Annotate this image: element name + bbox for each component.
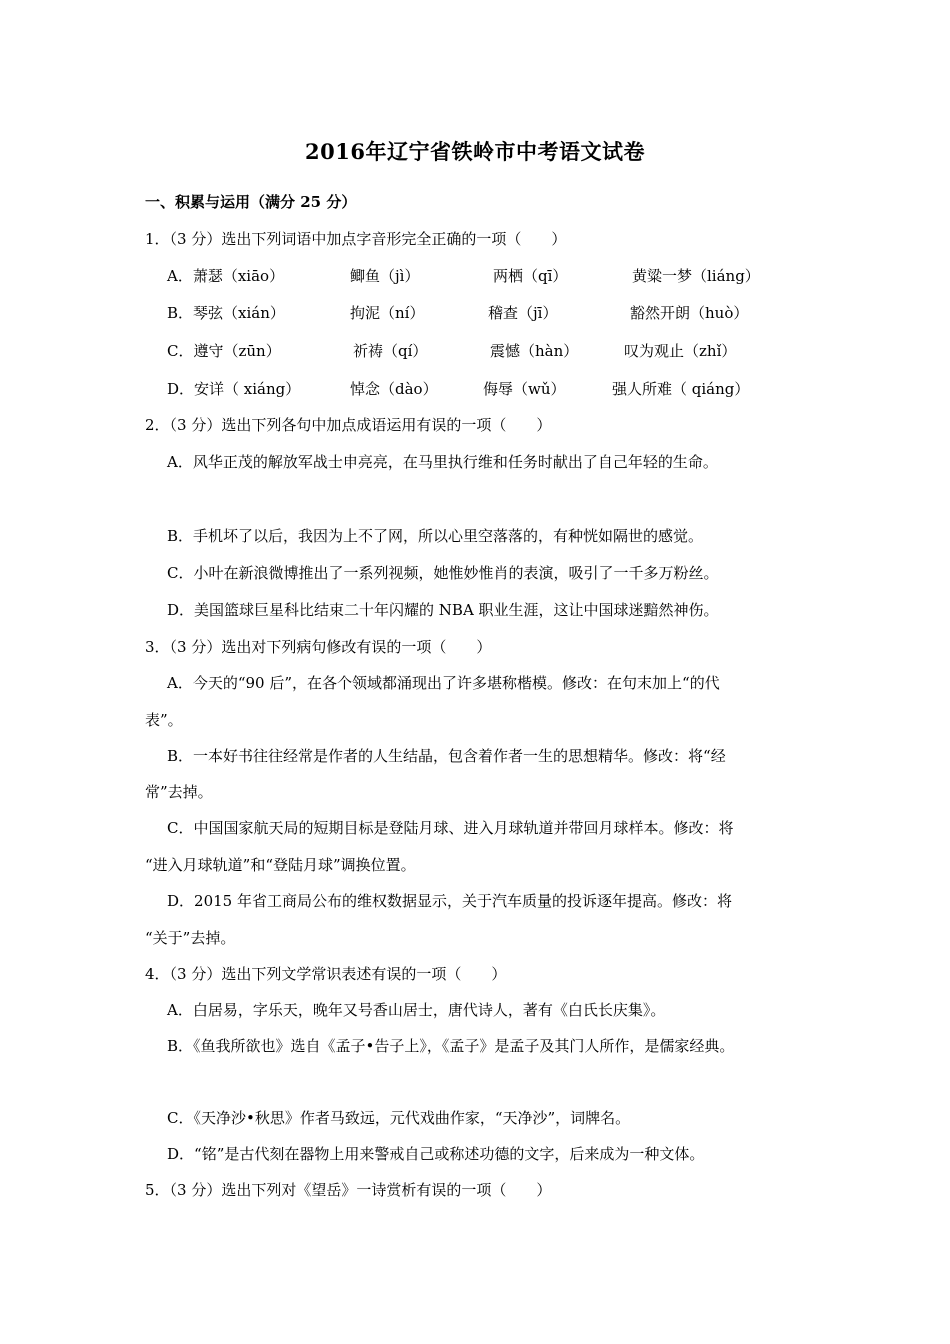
question-2-option-a: A．风华正茂的解放军战士申亮亮，在马里执行维和任务时献出了自己年轻的生命。 — [167, 453, 718, 471]
question-5-stem: 5．（3 分）选出下列对《望岳》一诗赏析有误的一项（ ） — [145, 1181, 552, 1199]
question-2-option-d: D．美国篮球巨星科比结束二十年闪耀的 NBA 职业生涯，这让中国球迷黯然神伤。 — [167, 601, 719, 619]
option-cell: 侮辱（wǔ） — [483, 380, 566, 398]
question-3-option-b-continued: 常”去掉。 — [145, 783, 213, 801]
question-3-option-d-continued: “关于”去掉。 — [145, 929, 236, 947]
option-cell: C．遵守（zūn） — [167, 342, 281, 360]
question-4-option-b: B．《鱼我所欲也》选自《孟子•告子上》，《孟子》是孟子及其门人所作，是儒家经典。 — [167, 1037, 735, 1055]
option-cell: 震憾（hàn） — [490, 342, 579, 360]
question-4-option-d: D．“铭”是古代刻在器物上用来警戒自己或称述功德的文字，后来成为一种文体。 — [167, 1145, 705, 1163]
option-cell: 叹为观止（zhǐ） — [624, 342, 737, 360]
question-3-option-a: A．今天的“90 后”，在各个领域都涌现出了许多堪称楷模。修改：在句末加上“的代 — [167, 674, 720, 692]
option-cell: D．安详（ xiáng） — [167, 380, 301, 398]
question-3-stem: 3．（3 分）选出对下列病句修改有误的一项（ ） — [145, 638, 492, 656]
question-3-option-d: D．2015 年省工商局公布的维权数据显示，关于汽车质量的投诉逐年提高。修改：将 — [167, 892, 732, 910]
option-cell: A．萧瑟（xiāo） — [167, 267, 285, 285]
question-1-stem: 1．（3 分）选出下列词语中加点字音形完全正确的一项（ ） — [145, 230, 567, 248]
question-3-option-b: B．一本好书往往经常是作者的人生结晶，包含着作者一生的思想精华。修改：将“经 — [167, 747, 726, 765]
question-2-stem: 2．（3 分）选出下列各句中加点成语运用有误的一项（ ） — [145, 416, 552, 434]
question-4-option-c: C．《天净沙•秋思》作者马致远，元代戏曲作家，“天净沙”，词牌名。 — [167, 1109, 631, 1127]
option-cell: 黄粱一梦（liáng） — [632, 267, 760, 285]
option-cell: 祈祷（qí） — [353, 342, 428, 360]
option-cell: 稽查（jī） — [488, 304, 558, 322]
question-4-option-a: A．白居易，字乐天，晚年又号香山居士，唐代诗人，著有《白氏长庆集》。 — [167, 1001, 666, 1019]
option-cell: 强人所难（ qiáng） — [612, 380, 750, 398]
question-3-option-c: C．中国国家航天局的短期目标是登陆月球、进入月球轨道并带回月球样本。修改：将 — [167, 819, 734, 837]
question-4-stem: 4．（3 分）选出下列文学常识表述有误的一项（ ） — [145, 965, 507, 983]
section-heading: 一、积累与运用（满分 25 分） — [145, 193, 357, 211]
option-cell: 鲫鱼（jì） — [350, 267, 420, 285]
option-cell: 两栖（qī） — [493, 267, 568, 285]
question-2-option-b: B．手机坏了以后，我因为上不了网，所以心里空落落的，有种恍如隔世的感觉。 — [167, 527, 704, 545]
option-cell: B．琴弦（xián） — [167, 304, 285, 322]
option-cell: 悼念（dào） — [350, 380, 438, 398]
question-2-option-c: C．小叶在新浪微博推出了一系列视频，她惟妙惟肖的表演，吸引了一千多万粉丝。 — [167, 564, 719, 582]
question-3-option-a-continued: 表”。 — [145, 711, 183, 729]
exam-title: 2016年辽宁省铁岭市中考语文试卷 — [305, 139, 645, 164]
question-3-option-c-continued: “进入月球轨道”和“登陆月球”调换位置。 — [145, 856, 416, 874]
option-cell: 豁然开朗（huò） — [630, 304, 749, 322]
option-cell: 拘泥（ní） — [350, 304, 425, 322]
